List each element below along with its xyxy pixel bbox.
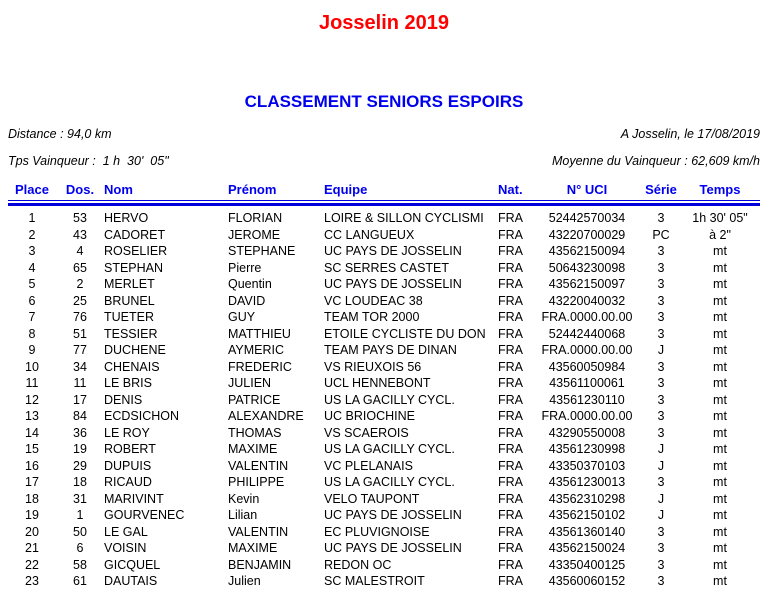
cell-dossard: 36 xyxy=(73,425,87,440)
table-row xyxy=(8,573,760,590)
cell-temps: mt xyxy=(713,458,727,473)
cell-dossard: 77 xyxy=(73,343,87,357)
cell-place: 15 xyxy=(25,442,39,456)
cell-place: 2 xyxy=(28,227,36,242)
cell-serie: 3 xyxy=(657,326,665,341)
cell-uci: 43350400125 xyxy=(548,557,626,572)
cell-temps: mt xyxy=(713,574,727,588)
cell-equipe: SC MALESTROIT xyxy=(324,574,425,588)
cell-equipe: UC PAYS DE JOSSELIN xyxy=(324,277,462,291)
cell-prenom: ALEXANDRE xyxy=(228,409,304,423)
cell-temps: mt xyxy=(713,277,727,291)
table-row xyxy=(8,342,760,359)
cell-equipe: VC PLELANAIS xyxy=(324,458,413,473)
cell-place: 19 xyxy=(25,508,39,522)
cell-nat: FRA xyxy=(498,524,523,539)
cell-nom: DENIS xyxy=(104,392,143,407)
cell-temps: mt xyxy=(713,491,727,506)
cell-place: 16 xyxy=(25,458,39,473)
cell-nom: LE BRIS xyxy=(104,376,152,390)
cell-uci: 52442570034 xyxy=(548,211,626,225)
cell-place: 6 xyxy=(28,293,36,308)
cell-nat: FRA xyxy=(498,491,523,506)
cell-dossard: 58 xyxy=(73,557,87,572)
cell-serie: 3 xyxy=(657,524,665,539)
cell-serie: 3 xyxy=(657,211,665,225)
cell-dossard: 53 xyxy=(73,211,87,225)
cell-nom: ROBERT xyxy=(104,442,156,456)
cell-nom: LE ROY xyxy=(104,425,150,440)
cell-prenom: JULIEN xyxy=(228,376,272,390)
cell-equipe: REDON OC xyxy=(324,557,392,572)
header-dossard: Dos. xyxy=(65,182,95,197)
cell-equipe: UC PAYS DE JOSSELIN xyxy=(324,244,462,258)
cell-temps: mt xyxy=(713,475,727,489)
cell-nat: FRA xyxy=(498,508,523,522)
cell-uci: 43561230110 xyxy=(549,392,625,407)
cell-place: 5 xyxy=(28,277,36,291)
winner-time-label: Tps Vainqueur : 1 h 30' 05" xyxy=(8,154,169,168)
cell-nat: FRA xyxy=(498,359,523,374)
cell-dossard: 84 xyxy=(73,409,87,423)
race-info-row-2 xyxy=(8,154,760,168)
cell-temps: mt xyxy=(713,524,727,539)
cell-uci: 43562310298 xyxy=(548,491,626,506)
cell-prenom: MAXIME xyxy=(228,541,278,555)
cell-equipe: TEAM PAYS DE DINAN xyxy=(324,343,457,357)
cell-serie: 3 xyxy=(657,277,665,291)
cell-equipe: UC PAYS DE JOSSELIN xyxy=(324,541,462,555)
cell-serie: J xyxy=(657,491,665,506)
cell-prenom: STEPHANE xyxy=(228,244,296,258)
cell-nom: CADORET xyxy=(104,227,166,242)
race-info xyxy=(8,127,760,168)
cell-nat: FRA xyxy=(498,293,523,308)
cell-nom: HERVO xyxy=(104,211,149,225)
table-row xyxy=(8,227,760,244)
cell-nat: FRA xyxy=(498,442,523,456)
table-row xyxy=(8,309,760,326)
cell-nom: ECDSICHON xyxy=(104,409,180,423)
cell-serie: 3 xyxy=(657,244,665,258)
cell-equipe: US LA GACILLY CYCL. xyxy=(324,442,455,456)
cell-nom: CHENAIS xyxy=(104,359,160,374)
cell-uci: 43220700029 xyxy=(548,227,626,242)
header-nom: Nom xyxy=(104,182,133,197)
table-row xyxy=(8,326,760,343)
cell-temps: mt xyxy=(713,310,727,324)
table-row xyxy=(8,507,760,524)
cell-nat: FRA xyxy=(498,574,523,588)
cell-uci: FRA.0000.00.00 xyxy=(541,409,633,423)
table-row xyxy=(8,276,760,293)
cell-prenom: Julien xyxy=(228,574,261,588)
cell-nat: FRA xyxy=(498,475,523,489)
header-uci: N° UCI xyxy=(566,182,608,197)
results-table-section xyxy=(8,182,760,590)
cell-nom: DUPUIS xyxy=(104,458,152,473)
table-row xyxy=(8,441,760,458)
cell-nom: GICQUEL xyxy=(104,557,161,572)
cell-prenom: Pierre xyxy=(228,260,262,275)
header-place: Place xyxy=(15,182,49,197)
cell-temps: mt xyxy=(713,326,727,341)
cell-equipe: US LA GACILLY CYCL. xyxy=(324,475,455,489)
results-body-table xyxy=(8,210,760,590)
cell-serie: 3 xyxy=(657,376,665,390)
cell-nat: FRA xyxy=(498,227,523,242)
cell-equipe: UCL HENNEBONT xyxy=(324,376,431,390)
cell-dossard: 34 xyxy=(73,359,87,374)
cell-place: 9 xyxy=(28,343,36,357)
cell-equipe: UC BRIOCHINE xyxy=(324,409,415,423)
cell-uci: FRA.0000.00.00 xyxy=(541,310,633,324)
cell-equipe: EC PLUVIGNOISE xyxy=(324,524,430,539)
cell-nom: TESSIER xyxy=(104,326,158,341)
cell-prenom: BENJAMIN xyxy=(228,557,292,572)
cell-prenom: Lilian xyxy=(228,508,258,522)
table-row xyxy=(8,375,760,392)
cell-temps: mt xyxy=(713,425,727,440)
cell-serie: 3 xyxy=(657,574,665,588)
cell-equipe: VELO TAUPONT xyxy=(324,491,420,506)
cell-place: 7 xyxy=(28,310,36,324)
cell-nat: FRA xyxy=(498,244,523,258)
cell-uci: 43562150102 xyxy=(548,508,626,522)
cell-serie: 3 xyxy=(657,557,665,572)
winner-average-label: Moyenne du Vainqueur : 62,609 km/h xyxy=(551,154,760,168)
cell-uci: 43562150094 xyxy=(548,244,626,258)
cell-uci: 50643230098 xyxy=(548,260,626,275)
cell-nom: STEPHAN xyxy=(104,260,164,275)
cell-temps: 1h 30' 05" xyxy=(692,211,748,225)
page-title: Josselin 2019 xyxy=(318,12,450,34)
cell-nom: BRUNEL xyxy=(104,293,155,308)
cell-dossard: 61 xyxy=(73,574,87,588)
cell-nom: RICAUD xyxy=(104,475,152,489)
cell-dossard: 6 xyxy=(76,541,84,555)
cell-prenom: FREDERIC xyxy=(228,359,292,374)
cell-dossard: 76 xyxy=(73,310,87,324)
cell-serie: 3 xyxy=(657,392,665,407)
cell-serie: 3 xyxy=(657,541,665,555)
cell-equipe: TEAM TOR 2000 xyxy=(324,310,420,324)
cell-uci: 43561100061 xyxy=(549,376,625,390)
cell-uci: FRA.0000.00.00 xyxy=(541,343,633,357)
cell-dossard: 2 xyxy=(76,277,84,291)
cell-dossard: 1 xyxy=(76,508,84,522)
header-temps: Temps xyxy=(699,182,741,197)
cell-nat: FRA xyxy=(498,343,523,357)
cell-place: 23 xyxy=(25,574,39,588)
cell-dossard: 50 xyxy=(73,524,87,539)
cell-temps: mt xyxy=(713,376,727,390)
cell-prenom: DAVID xyxy=(228,293,266,308)
cell-nom: MERLET xyxy=(104,277,155,291)
cell-dossard: 65 xyxy=(73,260,87,275)
cell-temps: mt xyxy=(713,359,727,374)
table-row xyxy=(8,491,760,508)
cell-dossard: 29 xyxy=(73,458,87,473)
cell-temps: mt xyxy=(713,260,727,275)
cell-nom: TUETER xyxy=(104,310,154,324)
cell-uci: 43561230998 xyxy=(548,442,626,456)
cell-nat: FRA xyxy=(498,541,523,555)
cell-dossard: 17 xyxy=(73,392,87,407)
cell-dossard: 51 xyxy=(73,326,87,341)
cell-uci: 43561360140 xyxy=(548,524,626,539)
cell-dossard: 11 xyxy=(73,376,87,390)
cell-nat: FRA xyxy=(498,277,523,291)
cell-serie: 3 xyxy=(657,475,665,489)
cell-prenom: VALENTIN xyxy=(228,458,289,473)
cell-place: 10 xyxy=(25,359,39,374)
cell-prenom: PHILIPPE xyxy=(228,475,285,489)
table-row xyxy=(8,425,760,442)
cell-temps: mt xyxy=(713,343,727,357)
cell-prenom: Kevin xyxy=(228,491,260,506)
cell-serie: 3 xyxy=(657,359,665,374)
place-date-label: A Josselin, le 17/08/2019 xyxy=(620,127,760,141)
cell-dossard: 19 xyxy=(73,442,87,456)
cell-prenom: PATRICE xyxy=(228,392,281,407)
cell-serie: J xyxy=(657,343,665,357)
cell-place: 13 xyxy=(25,409,39,423)
cell-temps: mt xyxy=(713,244,727,258)
cell-nom: MARIVINT xyxy=(104,491,164,506)
cell-dossard: 43 xyxy=(73,227,87,242)
cell-nat: FRA xyxy=(498,326,523,341)
cell-uci: 43560060152 xyxy=(548,574,626,588)
cell-dossard: 31 xyxy=(73,491,87,506)
cell-equipe: VS SCAEROIS xyxy=(324,425,409,440)
cell-nat: FRA xyxy=(498,260,523,275)
table-row xyxy=(8,458,760,475)
cell-nat: FRA xyxy=(498,376,523,390)
cell-place: 8 xyxy=(28,326,36,341)
cell-temps: mt xyxy=(713,557,727,572)
cell-serie: 3 xyxy=(657,409,665,423)
cell-nom: DUCHENE xyxy=(104,343,166,357)
header-equipe: Equipe xyxy=(324,182,368,197)
cell-serie: J xyxy=(657,508,665,522)
cell-equipe: ETOILE CYCLISTE DU DON xyxy=(324,326,486,341)
cell-place: 17 xyxy=(25,475,39,489)
table-row xyxy=(8,524,760,541)
classification-title: CLASSEMENT SENIORS ESPOIRS xyxy=(244,92,524,111)
table-row xyxy=(8,408,760,425)
cell-temps: mt xyxy=(713,442,727,456)
cell-prenom: THOMAS xyxy=(228,425,282,440)
cell-place: 3 xyxy=(28,244,36,258)
table-row xyxy=(8,243,760,260)
cell-uci: 52442440068 xyxy=(548,326,626,341)
cell-temps: mt xyxy=(713,508,727,522)
header-nat: Nat. xyxy=(498,182,523,197)
cell-nom: LE GAL xyxy=(104,524,148,539)
cell-uci: 43290550008 xyxy=(548,425,626,440)
cell-nat: FRA xyxy=(498,425,523,440)
cell-place: 22 xyxy=(25,557,39,572)
cell-place: 18 xyxy=(25,491,39,506)
header-divider-rule xyxy=(8,200,760,206)
cell-nat: FRA xyxy=(498,409,523,423)
cell-prenom: MATTHIEU xyxy=(228,326,291,341)
cell-serie: 3 xyxy=(657,425,665,440)
cell-nom: DAUTAIS xyxy=(104,574,158,588)
cell-uci: 43562150097 xyxy=(548,277,626,291)
header-serie: Série xyxy=(645,182,677,197)
cell-prenom: JEROME xyxy=(228,227,281,242)
table-row xyxy=(8,293,760,310)
cell-temps: mt xyxy=(713,541,727,555)
cell-serie: J xyxy=(657,442,665,456)
cell-temps: à 2" xyxy=(709,227,731,242)
cell-nom: GOURVENEC xyxy=(104,508,185,522)
cell-equipe: US LA GACILLY CYCL. xyxy=(324,392,455,407)
header-row xyxy=(8,182,760,200)
cell-serie: 3 xyxy=(657,293,665,308)
cell-prenom: AYMERIC xyxy=(228,343,285,357)
table-row xyxy=(8,392,760,409)
cell-place: 12 xyxy=(25,392,39,407)
cell-serie: 3 xyxy=(657,260,665,275)
cell-place: 1 xyxy=(28,211,36,225)
table-row xyxy=(8,540,760,557)
results-header-table xyxy=(8,182,760,200)
cell-place: 14 xyxy=(25,425,39,440)
cell-dossard: 25 xyxy=(73,293,87,308)
cell-equipe: VS RIEUXOIS 56 xyxy=(324,359,422,374)
cell-temps: mt xyxy=(713,409,727,423)
cell-dossard: 4 xyxy=(76,244,84,258)
cell-temps: mt xyxy=(713,293,727,308)
table-row xyxy=(8,557,760,574)
distance-label: Distance : 94,0 km xyxy=(8,127,112,141)
cell-place: 20 xyxy=(25,524,39,539)
table-row xyxy=(8,260,760,277)
cell-nom: ROSELIER xyxy=(104,244,168,258)
results-body xyxy=(8,210,760,590)
table-row xyxy=(8,210,760,227)
cell-nat: FRA xyxy=(498,458,523,473)
cell-nat: FRA xyxy=(498,211,523,225)
cell-dossard: 18 xyxy=(73,475,87,489)
cell-nat: FRA xyxy=(498,310,523,324)
cell-nat: FRA xyxy=(498,557,523,572)
cell-serie: 3 xyxy=(657,310,665,324)
cell-equipe: UC PAYS DE JOSSELIN xyxy=(324,508,462,522)
cell-prenom: Quentin xyxy=(228,277,272,291)
cell-place: 4 xyxy=(28,260,36,275)
header-prenom: Prénom xyxy=(228,182,277,197)
cell-serie: J xyxy=(657,458,665,473)
cell-uci: 43562150024 xyxy=(548,541,626,555)
cell-uci: 43560050984 xyxy=(548,359,626,374)
cell-equipe: CC LANGUEUX xyxy=(324,227,415,242)
table-row xyxy=(8,474,760,491)
cell-serie: PC xyxy=(652,227,670,242)
cell-nom: VOISIN xyxy=(104,541,147,555)
table-row xyxy=(8,359,760,376)
cell-equipe: VC LOUDEAC 38 xyxy=(324,293,423,308)
cell-place: 21 xyxy=(25,541,39,555)
race-info-row-1 xyxy=(8,127,760,141)
cell-prenom: VALENTIN xyxy=(228,524,289,539)
cell-uci: 43350370103 xyxy=(548,458,626,473)
cell-equipe: SC SERRES CASTET xyxy=(324,260,450,275)
cell-prenom: MAXIME xyxy=(228,442,278,456)
cell-uci: 43220040032 xyxy=(548,293,626,308)
cell-temps: mt xyxy=(713,392,727,407)
cell-prenom: GUY xyxy=(228,310,256,324)
cell-prenom: FLORIAN xyxy=(228,211,283,225)
cell-place: 11 xyxy=(25,376,39,390)
cell-nat: FRA xyxy=(498,392,523,407)
cell-equipe: LOIRE & SILLON CYCLISMI xyxy=(324,211,484,225)
cell-uci: 43561230013 xyxy=(548,475,626,489)
